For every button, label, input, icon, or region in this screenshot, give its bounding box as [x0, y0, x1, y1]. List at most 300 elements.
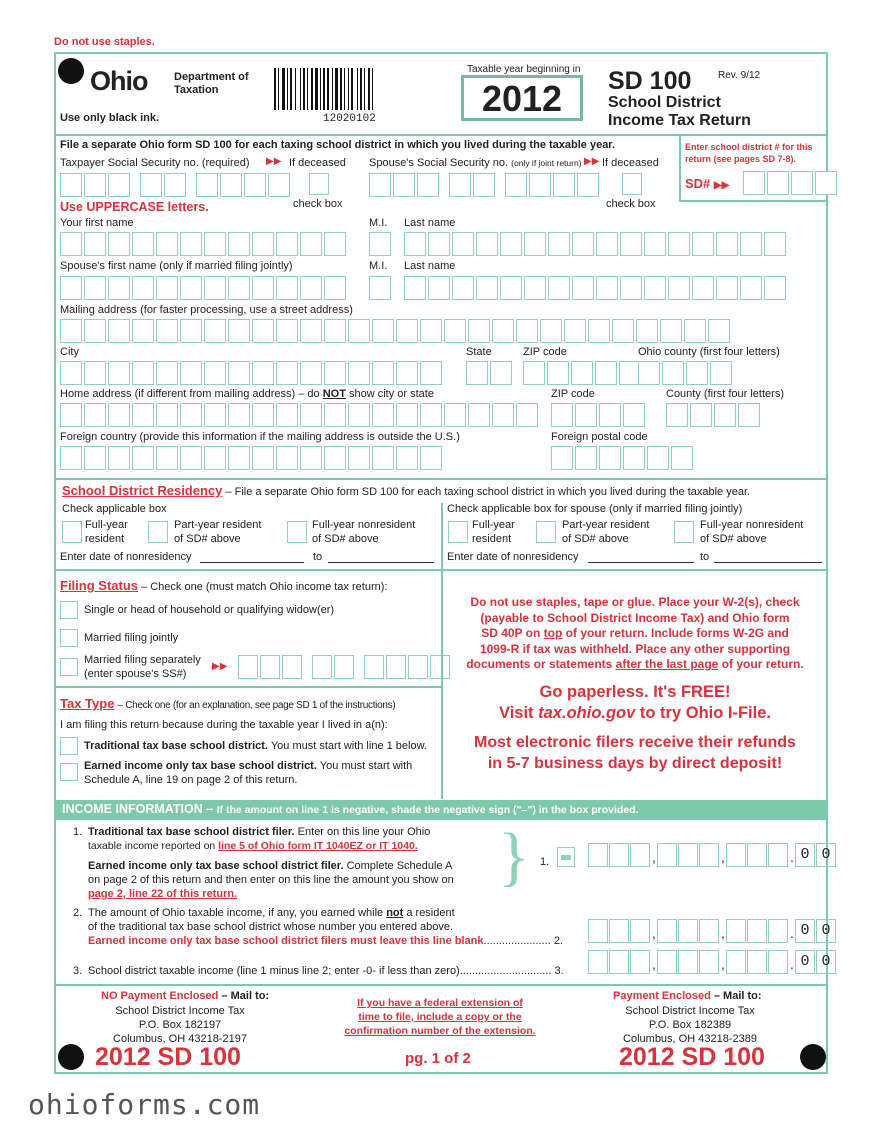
char-box[interactable]	[372, 403, 394, 427]
char-box[interactable]	[500, 232, 522, 256]
full-year-nonresident-checkbox[interactable]	[287, 521, 307, 543]
negative-sign-box[interactable]	[557, 847, 575, 867]
digit-box[interactable]	[699, 919, 719, 943]
filing-status-subtitle: – Check one (must match Ohio income tax return):	[141, 581, 388, 593]
char-box[interactable]	[132, 232, 154, 256]
part-year-resident-checkbox[interactable]	[148, 521, 168, 543]
char-box[interactable]	[108, 403, 130, 427]
digit-box[interactable]	[678, 919, 698, 943]
ink-note: Use only black ink.	[60, 112, 160, 124]
divider	[441, 569, 443, 799]
char-box[interactable]	[300, 403, 322, 427]
tax-type-title: Tax Type	[60, 696, 115, 711]
digit-box[interactable]	[630, 919, 650, 943]
notice-line2: (payable to School District Income Tax) and Ohio form	[480, 610, 790, 625]
char-box[interactable]	[156, 361, 178, 385]
digit-box[interactable]	[678, 843, 698, 867]
char-box[interactable]	[396, 319, 418, 343]
spouse-ssn-field[interactable]	[369, 173, 601, 197]
digit-box[interactable]	[747, 843, 767, 867]
char-box[interactable]	[572, 232, 594, 256]
char-box[interactable]	[276, 403, 298, 427]
char-box[interactable]	[764, 276, 786, 300]
earned-checkbox[interactable]	[60, 763, 78, 781]
line1-amount-field[interactable]	[588, 843, 837, 871]
char-box[interactable]	[551, 446, 573, 470]
barcode-bar	[315, 68, 318, 110]
char-box[interactable]	[476, 232, 498, 256]
char-box[interactable]	[84, 361, 106, 385]
separator: ,	[652, 849, 656, 865]
divider	[56, 134, 826, 136]
char-box[interactable]	[84, 232, 106, 256]
spouse-full-year-nonresident-checkbox[interactable]	[674, 521, 694, 543]
char-box[interactable]	[372, 361, 394, 385]
char-box[interactable]	[204, 361, 226, 385]
char-box[interactable]	[476, 276, 498, 300]
char-box[interactable]	[516, 319, 538, 343]
char-box[interactable]	[644, 276, 666, 300]
digit-box[interactable]	[588, 919, 608, 943]
left-addr-3: Columbus, OH 43218-2197	[113, 1033, 247, 1045]
digit-box[interactable]	[630, 843, 650, 867]
char-box[interactable]	[156, 232, 178, 256]
foreign-country-field[interactable]	[60, 446, 444, 470]
char-box[interactable]	[524, 232, 546, 256]
char-box[interactable]	[348, 319, 370, 343]
joint-label: Married filing jointly	[84, 632, 179, 644]
char-box[interactable]	[108, 319, 130, 343]
spouse-part-year-resident-checkbox[interactable]	[536, 521, 556, 543]
char-box[interactable]	[348, 361, 370, 385]
paperless-line2	[446, 703, 824, 724]
sd-number-field[interactable]	[743, 171, 839, 195]
barcode-bar	[351, 68, 353, 110]
char-box[interactable]	[716, 276, 738, 300]
arrow-icon: ▶▶	[212, 661, 228, 672]
char-box[interactable]	[404, 232, 426, 256]
char-box[interactable]	[132, 276, 154, 300]
char-box[interactable]	[252, 403, 274, 427]
char-box[interactable]	[108, 276, 130, 300]
char-box[interactable]	[684, 319, 706, 343]
earned-label-2: Schedule A, line 19 on page 2 of this return.	[84, 774, 298, 786]
char-box[interactable]	[84, 319, 106, 343]
char-box[interactable]	[372, 446, 394, 470]
first-name-field[interactable]	[60, 232, 348, 256]
char-box[interactable]	[623, 403, 645, 427]
char-box[interactable]	[444, 319, 466, 343]
char-box[interactable]	[620, 276, 642, 300]
divider	[679, 200, 826, 202]
char-box[interactable]	[156, 276, 178, 300]
spouse-deceased-checkbox[interactable]	[622, 173, 642, 195]
right-addr-3: Columbus, OH 43218-2389	[623, 1033, 757, 1045]
char-box[interactable]	[300, 361, 322, 385]
char-box[interactable]	[252, 361, 274, 385]
barcode-bar	[348, 68, 349, 110]
char-box[interactable]	[156, 446, 178, 470]
attachment-notice	[446, 595, 824, 673]
char-box[interactable]	[228, 446, 250, 470]
char-box[interactable]	[452, 276, 474, 300]
char-box[interactable]	[180, 446, 202, 470]
char-box[interactable]	[348, 403, 370, 427]
line3-amount-field[interactable]	[588, 950, 837, 978]
char-box[interactable]	[324, 403, 346, 427]
char-box[interactable]	[668, 276, 690, 300]
separate-label-2: (enter spouse's SS#)	[84, 668, 187, 680]
char-box[interactable]	[492, 319, 514, 343]
char-box[interactable]	[156, 403, 178, 427]
char-box[interactable]	[636, 319, 658, 343]
spouse-nonresidency-from-field[interactable]	[588, 562, 694, 563]
char-box[interactable]	[252, 276, 274, 300]
char-box[interactable]	[60, 232, 82, 256]
char-box[interactable]	[132, 319, 154, 343]
char-box[interactable]	[348, 446, 370, 470]
separator: ,	[652, 956, 656, 972]
char-box[interactable]	[60, 276, 82, 300]
spouse-mi-field[interactable]	[369, 276, 393, 300]
char-box[interactable]	[252, 232, 274, 256]
digit-box[interactable]	[657, 950, 677, 974]
char-box[interactable]	[276, 446, 298, 470]
spouse-part-year-resident-label: Part-year resident	[562, 519, 650, 531]
spouse-nonresidency-to-field[interactable]	[714, 562, 822, 563]
revision: Rev. 9/12	[718, 70, 761, 81]
char-box[interactable]	[548, 232, 570, 256]
char-box[interactable]	[132, 361, 154, 385]
char-box[interactable]	[108, 232, 130, 256]
char-box[interactable]	[671, 446, 693, 470]
char-box[interactable]	[324, 319, 346, 343]
char-box[interactable]	[252, 319, 274, 343]
tax-type-subtitle: – Check one (for an explanation, see page SD 1 of the instructions)	[117, 700, 396, 711]
char-box[interactable]	[396, 361, 418, 385]
char-box[interactable]	[444, 403, 466, 427]
digit-box[interactable]	[699, 950, 719, 974]
home-address-label	[60, 388, 434, 401]
spouse-ssn-separate-field[interactable]	[238, 655, 452, 679]
sd-note-line2: return (see pages SD 7-8).	[685, 154, 797, 164]
digit-box[interactable]	[768, 843, 788, 867]
nonresidency-to-field[interactable]	[328, 562, 434, 563]
char-box[interactable]	[204, 319, 226, 343]
digit-box[interactable]	[699, 843, 719, 867]
barcode-bar	[295, 68, 296, 110]
char-box[interactable]	[420, 403, 442, 427]
separator: .	[790, 925, 794, 941]
char-box[interactable]	[575, 403, 597, 427]
spouse-check-box-label: Check applicable box for spouse (only if married filing jointly)	[447, 503, 743, 515]
char-box[interactable]	[60, 446, 82, 470]
char-box[interactable]	[324, 276, 346, 300]
income-header-note: If the amount on line 1 is negative, shade the negative sign ("–") in the box provided.	[216, 804, 639, 816]
no-payment-address	[80, 1004, 280, 1046]
char-box[interactable]	[180, 319, 202, 343]
barcode-bar	[332, 68, 333, 110]
mailing-address-field[interactable]	[60, 319, 732, 343]
registration-dot	[58, 58, 84, 84]
char-box[interactable]	[156, 319, 178, 343]
digit-box[interactable]	[588, 950, 608, 974]
char-box[interactable]	[564, 319, 586, 343]
char-box[interactable]	[228, 232, 250, 256]
full-year-nonresident-label: Full-year nonresident	[312, 519, 416, 531]
char-box[interactable]	[523, 361, 545, 385]
notice-top: top	[543, 626, 563, 640]
char-box[interactable]	[132, 403, 154, 427]
spouse-check-box-label: check box	[606, 198, 656, 210]
payment-label	[613, 990, 762, 1003]
char-box[interactable]	[575, 446, 597, 470]
char-box[interactable]	[660, 319, 682, 343]
char-box[interactable]	[716, 232, 738, 256]
sd-label	[685, 177, 729, 192]
char-box[interactable]	[324, 232, 346, 256]
digit-box[interactable]	[726, 950, 746, 974]
state-field[interactable]	[466, 361, 514, 385]
divider	[441, 503, 443, 569]
char-box[interactable]	[84, 403, 106, 427]
char-box[interactable]	[372, 319, 394, 343]
char-box[interactable]	[492, 403, 514, 427]
barcode-bar	[287, 68, 288, 110]
char-box[interactable]	[108, 361, 130, 385]
full-year-resident-label-2: resident	[85, 533, 125, 545]
mi-field[interactable]	[369, 232, 393, 256]
char-box[interactable]	[647, 446, 669, 470]
part-year-resident-label-2: of SD# above	[174, 533, 241, 545]
digit-box[interactable]	[768, 950, 788, 974]
spouse-last-name-field[interactable]	[404, 276, 788, 300]
county-field[interactable]	[638, 361, 734, 385]
char-box[interactable]	[692, 232, 714, 256]
char-box[interactable]	[428, 232, 450, 256]
char-box[interactable]	[60, 403, 82, 427]
char-box[interactable]	[324, 446, 346, 470]
char-box[interactable]	[572, 276, 594, 300]
line2-b: a resident	[403, 907, 455, 919]
payment-address	[590, 1004, 790, 1046]
barcode-bar	[274, 68, 276, 110]
char-box[interactable]	[692, 276, 714, 300]
digit-box[interactable]	[609, 843, 629, 867]
char-box[interactable]	[60, 361, 82, 385]
char-box[interactable]	[396, 446, 418, 470]
line1-bold: Traditional tax base school district filer.	[88, 826, 295, 838]
char-box[interactable]	[300, 446, 322, 470]
char-box[interactable]	[180, 403, 202, 427]
spouse-full-year-resident-checkbox[interactable]	[448, 521, 468, 543]
char-box[interactable]	[599, 446, 621, 470]
deceased-checkbox[interactable]	[309, 173, 329, 195]
char-box[interactable]	[599, 403, 621, 427]
barcode-bar	[282, 68, 285, 110]
full-year-resident-checkbox[interactable]	[62, 521, 82, 543]
no-payment-label	[101, 990, 269, 1003]
nonresidency-from-field[interactable]	[200, 562, 304, 563]
city-field[interactable]	[60, 361, 444, 385]
tax-ohio-link[interactable]: tax.ohio.gov	[538, 704, 636, 722]
foreign-postal-label: Foreign postal code	[551, 431, 648, 443]
joint-checkbox[interactable]	[60, 629, 78, 647]
char-box[interactable]	[108, 446, 130, 470]
char-box[interactable]	[420, 446, 442, 470]
char-box[interactable]	[548, 276, 570, 300]
residency-heading	[62, 484, 750, 499]
char-box[interactable]	[276, 232, 298, 256]
cents-box: 0	[816, 919, 836, 943]
char-box[interactable]	[452, 232, 474, 256]
digit-box[interactable]	[726, 919, 746, 943]
zip-field[interactable]	[523, 361, 643, 385]
ssn-field[interactable]	[60, 173, 292, 197]
char-box[interactable]	[571, 361, 593, 385]
state-label: State	[466, 346, 492, 358]
char-box[interactable]	[180, 232, 202, 256]
char-box[interactable]	[551, 403, 573, 427]
char-box[interactable]	[404, 276, 426, 300]
if-deceased-label: If deceased	[289, 157, 346, 169]
home-county-field[interactable]	[666, 403, 762, 427]
cents-box: 0	[795, 950, 815, 974]
line2-a: The amount of Ohio taxable income, if any, you earned while	[88, 907, 387, 919]
digit-box[interactable]	[657, 919, 677, 943]
digit-box[interactable]	[588, 843, 608, 867]
char-box[interactable]	[468, 403, 490, 427]
char-box[interactable]	[708, 319, 730, 343]
notice-line1: Do not use staples, tape or glue. Place your W-2(s), check	[470, 595, 800, 609]
digit-box[interactable]	[609, 950, 629, 974]
char-box[interactable]	[300, 276, 322, 300]
residency-subtitle: – File a separate Ohio form SD 100 for each taxing school district in which you lived during the taxable year.	[225, 486, 751, 498]
traditional-label	[84, 740, 427, 753]
char-box[interactable]	[276, 361, 298, 385]
char-box[interactable]	[204, 403, 226, 427]
home-zip-field[interactable]	[551, 403, 647, 427]
line3-text	[88, 965, 564, 978]
char-box[interactable]	[588, 319, 610, 343]
char-box[interactable]	[764, 232, 786, 256]
char-box[interactable]	[180, 276, 202, 300]
digit-box[interactable]	[657, 843, 677, 867]
home-address-field[interactable]	[60, 403, 540, 427]
spouse-full-year-resident-label-2: resident	[472, 533, 512, 545]
char-box[interactable]	[84, 446, 106, 470]
char-box[interactable]	[300, 319, 322, 343]
char-box[interactable]	[428, 276, 450, 300]
digit-box[interactable]	[747, 950, 767, 974]
char-box[interactable]	[623, 446, 645, 470]
char-box[interactable]	[228, 276, 250, 300]
char-box[interactable]	[620, 232, 642, 256]
separate-checkbox[interactable]	[60, 658, 78, 676]
line2-warning: Earned income only tax base school district filers must leave this line blank	[88, 935, 484, 947]
char-box[interactable]	[204, 276, 226, 300]
form-id-left: 2012 SD 100	[95, 1043, 241, 1071]
char-box[interactable]	[740, 276, 762, 300]
digit-box[interactable]	[726, 843, 746, 867]
char-box[interactable]	[324, 361, 346, 385]
line2-amount-field[interactable]	[588, 919, 837, 947]
separator: .	[790, 956, 794, 972]
digit-box[interactable]	[768, 919, 788, 943]
extension-line3: confirmation number of the extension.	[344, 1025, 536, 1037]
char-box[interactable]	[252, 446, 274, 470]
char-box[interactable]	[228, 361, 250, 385]
char-box[interactable]	[524, 276, 546, 300]
char-box[interactable]	[396, 403, 418, 427]
char-box[interactable]	[596, 276, 618, 300]
digit-box[interactable]	[747, 919, 767, 943]
char-box[interactable]	[228, 319, 250, 343]
char-box[interactable]	[420, 319, 442, 343]
separator: ,	[652, 925, 656, 941]
barcode-bar	[300, 68, 301, 110]
char-box[interactable]	[595, 361, 617, 385]
notice-last-page: after the last page	[615, 657, 719, 671]
char-box[interactable]	[276, 319, 298, 343]
single-checkbox[interactable]	[60, 601, 78, 619]
char-box[interactable]	[468, 319, 490, 343]
zip-label: ZIP code	[523, 346, 567, 358]
county2-label: County (first four letters)	[666, 388, 784, 400]
brace: }	[498, 820, 530, 893]
char-box[interactable]	[420, 361, 442, 385]
last-name-field[interactable]	[404, 232, 788, 256]
char-box[interactable]	[516, 403, 538, 427]
char-box[interactable]	[668, 232, 690, 256]
traditional-rest: You must start with line 1 below.	[268, 740, 427, 752]
foreign-postal-field[interactable]	[551, 446, 695, 470]
char-box[interactable]	[204, 446, 226, 470]
arrow-icon: ▶▶	[266, 156, 282, 167]
char-box[interactable]	[84, 276, 106, 300]
mailing-address-label: Mailing address (for faster processing, use a street address)	[60, 304, 353, 316]
cents-box: 0	[795, 843, 815, 867]
char-box[interactable]	[228, 403, 250, 427]
char-box[interactable]	[60, 319, 82, 343]
char-box[interactable]	[204, 232, 226, 256]
char-box[interactable]	[547, 361, 569, 385]
divider	[56, 478, 826, 480]
traditional-checkbox[interactable]	[60, 737, 78, 755]
digit-box[interactable]	[678, 950, 698, 974]
barcode-bar	[364, 68, 365, 110]
divider	[679, 134, 681, 202]
char-box[interactable]	[500, 276, 522, 300]
char-box[interactable]	[180, 361, 202, 385]
char-box[interactable]	[596, 232, 618, 256]
ohio-logo: Ohio	[90, 66, 148, 96]
spouse-first-name-field[interactable]	[60, 276, 348, 300]
char-box[interactable]	[540, 319, 562, 343]
spouse-last-name-label: Last name	[404, 260, 456, 272]
barcode-bar	[290, 68, 292, 110]
digit-box[interactable]	[609, 919, 629, 943]
char-box[interactable]	[300, 232, 322, 256]
char-box[interactable]	[612, 319, 634, 343]
line1-line2b: line 5 of Ohio form IT 1040EZ or IT 1040.	[218, 840, 418, 852]
char-box[interactable]	[740, 232, 762, 256]
char-box[interactable]	[276, 276, 298, 300]
first-name-label: Your first name	[60, 217, 134, 229]
digit-box[interactable]	[630, 950, 650, 974]
char-box[interactable]	[644, 232, 666, 256]
char-box[interactable]	[132, 446, 154, 470]
